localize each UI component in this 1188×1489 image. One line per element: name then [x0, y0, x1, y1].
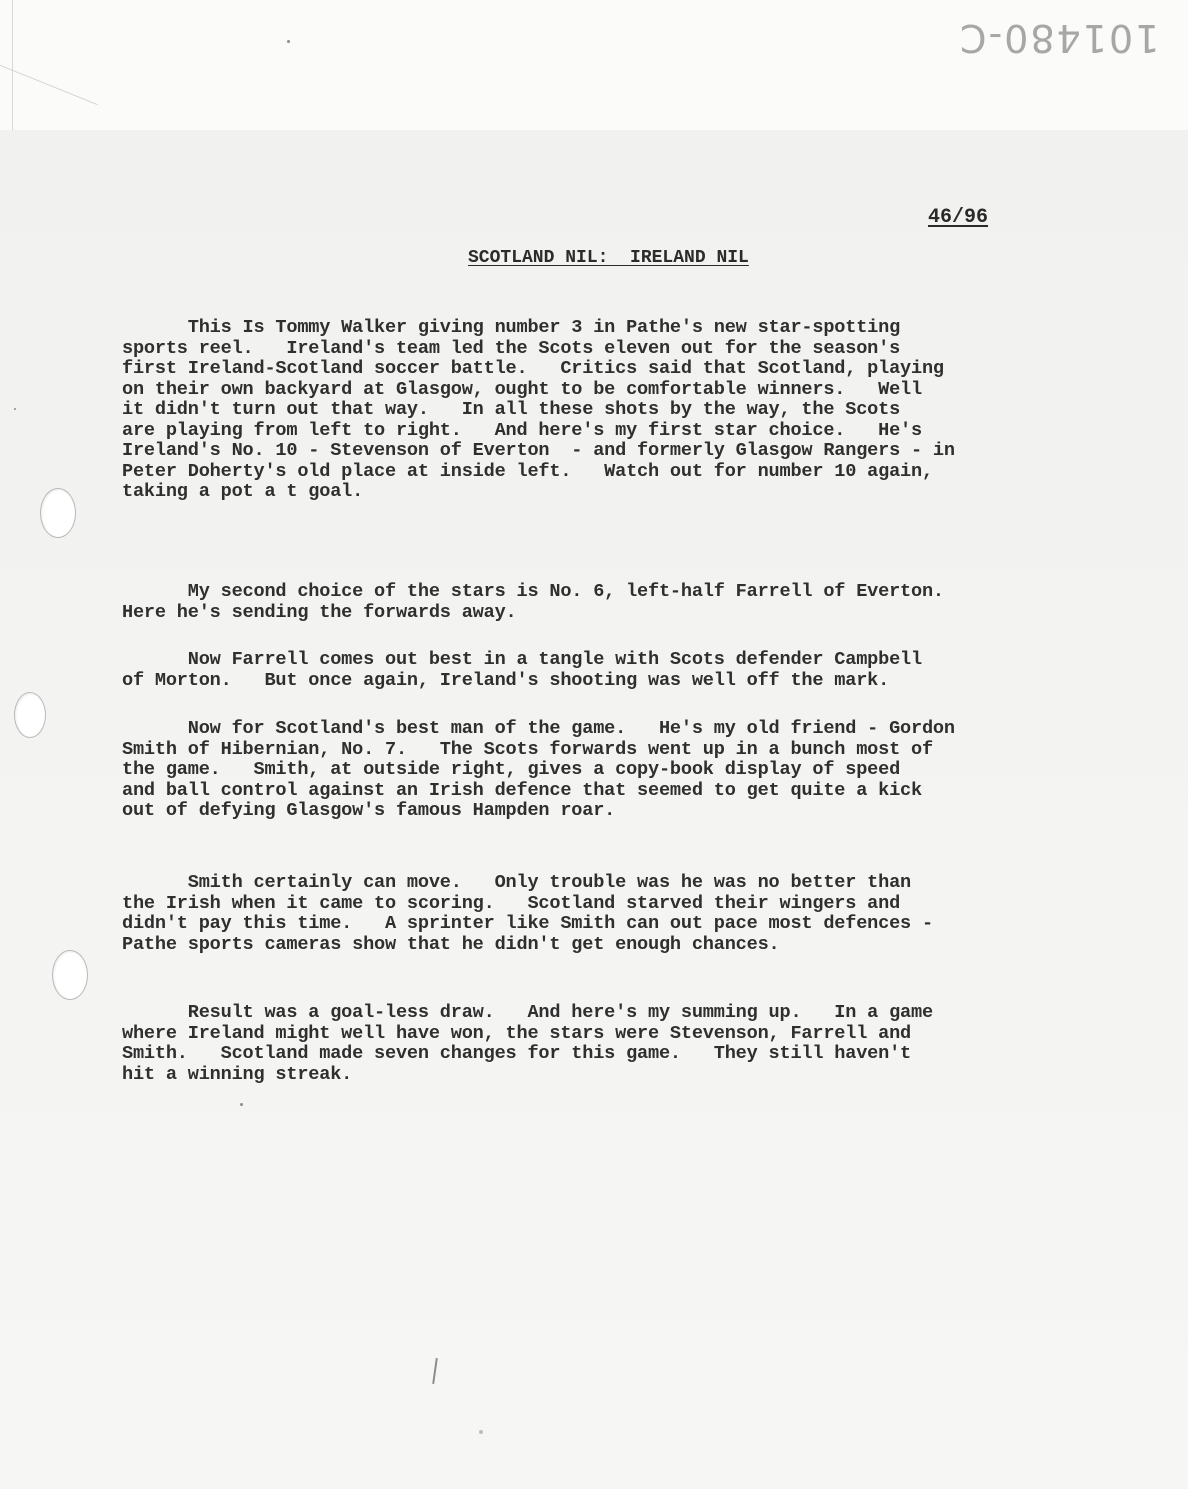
scan-speck [240, 1103, 243, 1106]
archive-reference: 101480-C [958, 16, 1160, 60]
scan-speck [287, 40, 290, 43]
body-paragraph: Now Farrell comes out best in a tangle with Scots defender Campbell of Morton. But once again, Ireland's shooting was well off the mark. [122, 649, 922, 691]
body-paragraph: My second choice of the stars is No. 6, left-half Farrell of Everton. Here he's sending the forwards away. [122, 581, 944, 623]
punch-hole [52, 950, 88, 1000]
corner-fold-line [0, 0, 121, 105]
body-paragraph: Now for Scotland's best man of the game. He's my old friend - Gordon Smith of Hibernian, No. 7. The Scots forwards went up in a bunch most of the game. Smith, at outside right, gives a copy-book display of speed and ball control against an Irish defence that seemed to get quite a kick out of defying Glasgow's famous Hampden roar. [122, 718, 955, 821]
body-paragraph: Result was a goal-less draw. And here's my summing up. In a game where Ireland might well have won, the stars were Stevenson, Farrell and Smith. Scotland made seven changes for this game. They still haven't hit a winning streak. [122, 1002, 933, 1085]
scan-speck [479, 1430, 483, 1434]
body-paragraph: Smith certainly can move. Only trouble was he was no better than the Irish when it came to scoring. Scotland starved their wingers and didn't pay this time. A sprinter like Smith can out pace most defences - Pathe sports cameras show that he didn't get enough chances. [122, 872, 933, 955]
scan-speck [14, 408, 16, 410]
body-paragraph: This Is Tommy Walker giving number 3 in Pathe's new star-spotting sports reel. Ireland's team led the Scots eleven out for the season's first Ireland-Scotland soccer battle. Critics said that Scotland, playing on their own backyard at Glasgow, ought to be comfortable winners. Well it didn't turn out that way. In all these shots by the way, the Scots are playing from left to right. And here's my first star choice. He's Ireland's No. 10 - Stevenson of Everton - and formerly Glasgow Rangers - in Peter Doherty's old place at inside left. Watch out for number 10 again, taking a pot a t goal. [122, 317, 955, 502]
punch-hole [14, 692, 46, 738]
punch-hole [40, 488, 76, 538]
document-title: SCOTLAND NIL: IRELAND NIL [468, 248, 749, 268]
document-number: 46/96 [928, 206, 989, 229]
